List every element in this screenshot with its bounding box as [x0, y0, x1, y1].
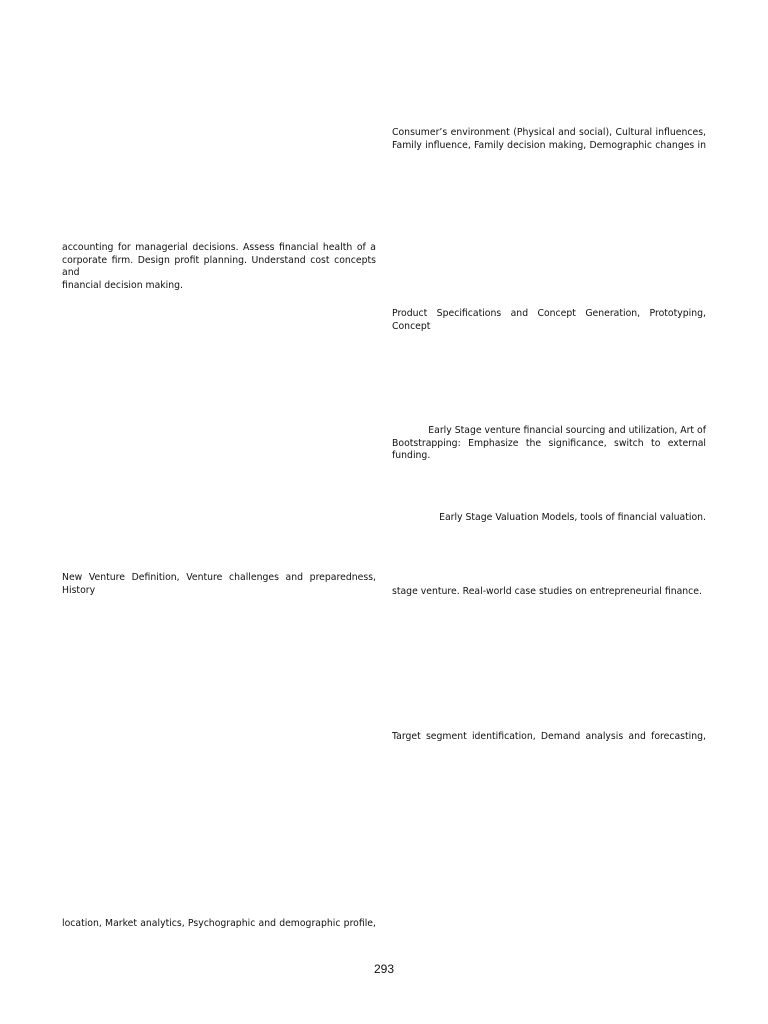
- text-line: accounting for managerial decisions. Assess financial health of a: [62, 242, 376, 253]
- target-segment-text: [392, 731, 706, 744]
- text-line: Early Stage Valuation Models, tools of financial valuation.: [439, 512, 706, 523]
- early-stage-financing-text: [392, 425, 706, 463]
- product-specifications-text: [392, 308, 706, 333]
- text-line: corporate firm. Design profit planning. Understand cost concepts and: [62, 254, 376, 278]
- text-line: Consumer’s environment (Physical and social), Cultural influences,: [392, 127, 706, 138]
- page-number: 293: [373, 962, 395, 976]
- new-venture-definition-text: [62, 572, 376, 597]
- text-line: location, Market analytics, Psychographic and demographic profile,: [62, 918, 376, 929]
- text-line: Bootstrapping: Emphasize the significance, switch to external funding.: [392, 437, 706, 461]
- text-line: stage venture. Real-world case studies on entrepreneurial finance.: [392, 586, 702, 597]
- text-line: Target segment identification, Demand analysis and forecasting,: [392, 731, 706, 742]
- text-line: Product Specifications and Concept Generation, Prototyping, Concept: [392, 308, 706, 332]
- text-line: financial decision making.: [62, 279, 184, 291]
- text-line: New Venture Definition, Venture challenges and preparedness, History: [62, 572, 376, 596]
- text-line: Early Stage venture financial sourcing and utilization, Art of: [428, 425, 706, 436]
- market-analytics-text: [62, 918, 376, 931]
- managerial-accounting-text: [62, 242, 376, 292]
- text-line: Family influence, Family decision making, Demographic changes in: [392, 139, 706, 151]
- valuation-models-text: [392, 512, 706, 525]
- consumer-environment-text: [392, 127, 706, 152]
- case-studies-text: [392, 586, 706, 599]
